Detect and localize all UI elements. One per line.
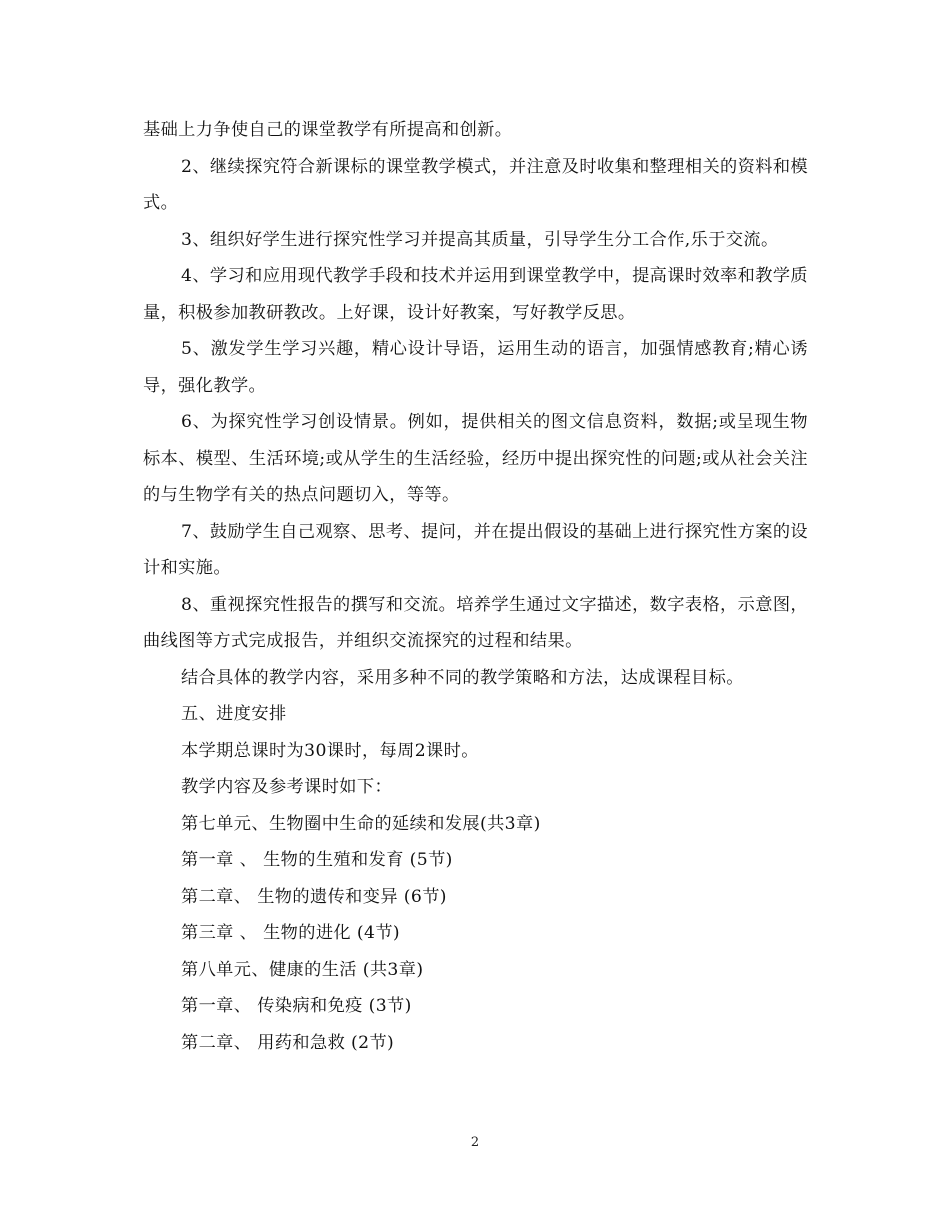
unit-seven-chapter-3: 第三章 、 生物的进化 (4节): [181, 923, 401, 943]
content-intro-line: 教学内容及参考课时如下：: [181, 777, 393, 797]
page-number: 2: [470, 1135, 480, 1150]
summary-line: 结合具体的教学内容，采用多种不同的教学策略和方法，达成课程目标。: [181, 667, 744, 688]
paragraph-item-6: 6、为探究性学习创设情景。例如，提供相关的图文信息资料，数据;或呈现生物标本、模型、生活环境;或从学生的生活经验，经历中提出探究性的问题;或从社会关注的与生物学有关的热点问题切入，等等。: [143, 412, 808, 505]
paragraph-item-4: 4、学习和应用现代教学手段和技术并运用到课堂教学中，提高课时效率和教学质量，积极参加教研教改。上好课，设计好教案，写好教学反思。: [143, 266, 808, 323]
paragraph-item-3: 3、组织好学生进行探究性学习并提高其质量，引导学生分工合作,乐于交流。: [181, 229, 779, 250]
paragraph-continuation: 基础上力争使自己的课堂教学有所提高和创新。: [143, 120, 513, 140]
paragraph-item-8: 8、重视探究性报告的撰写和交流。培养学生通过文字描述，数字表格，示意图，曲线图等方式完成报告，并组织交流探究的过程和结果。: [143, 594, 808, 651]
unit-seven-heading: 第七单元、生物圈中生命的延续和发展(共3章): [181, 813, 541, 834]
document-body: [143, 112, 808, 1061]
section-heading: 五、进度安排: [181, 704, 287, 724]
total-hours-line: 本学期总课时为30课时，每周2课时。: [181, 740, 479, 761]
unit-eight-chapter-2: 第二章、 用药和急救 (2节): [181, 1032, 395, 1053]
unit-seven-chapter-1: 第一章 、 生物的生殖和发育 (5节): [181, 850, 453, 870]
paragraph-item-7: 7、鼓励学生自己观察、思考、提问，并在提出假设的基础上进行探究性方案的设计和实施。: [143, 521, 808, 578]
unit-eight-chapter-1: 第一章、 传染病和免疫 (3节): [181, 996, 412, 1016]
unit-eight-heading: 第八单元、健康的生活 (共3章): [181, 959, 424, 980]
paragraph-item-2: 2、继续探究符合新课标的课堂教学模式，并注意及时收集和整理相关的资料和模式。: [143, 156, 808, 213]
unit-seven-chapter-2: 第二章、 生物的遗传和变异 (6节): [181, 886, 447, 907]
paragraph-item-5: 5、激发学生学习兴趣，精心设计导语，运用生动的语言，加强情感教育;精心诱导，强化教学。: [143, 339, 808, 396]
